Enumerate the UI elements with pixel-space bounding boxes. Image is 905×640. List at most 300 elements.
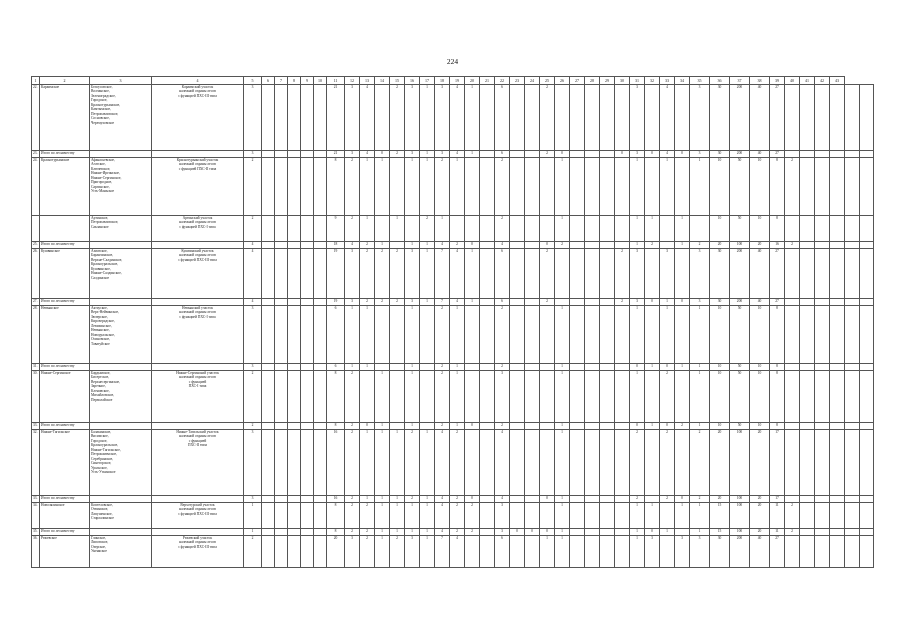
value-cell: 1 [420,85,435,151]
column-number: 12 [345,77,360,85]
value-cell: 2 [345,529,360,536]
value-cell: 2 [660,371,675,423]
column-number: 28 [585,77,600,85]
value-cell [660,216,675,242]
value-cell: 1 [405,306,420,364]
value-cell [815,430,830,496]
value-cell [859,496,874,503]
value-cell [288,496,301,503]
value-cell: 11 [770,529,785,536]
value-cell: 2 [495,158,510,216]
value-cell: 2 [360,242,375,249]
column-number: 29 [600,77,615,85]
value-cell [615,371,630,423]
column-number: 40 [785,77,800,85]
value-cell: 1 [660,306,675,364]
value-cell: 1 [375,529,390,536]
value-cell [830,151,845,158]
column-number: 41 [800,77,815,85]
value-cell: 20 [750,529,770,536]
value-cell: 6 [495,249,510,299]
value-cell [262,306,275,364]
value-cell [262,364,275,371]
value-cell [480,371,495,423]
column-number: 13 [360,77,375,85]
column-number: 42 [815,77,830,85]
value-cell: 1 [420,536,435,568]
value-cell: 1 [345,364,360,371]
value-cell: 0 [465,423,480,430]
protection-unit-cell: Артинский участок належной охраны лесов с функцией ПХС-I типа [152,216,244,242]
value-cell: 2 [360,249,375,299]
value-cell: 1 [645,423,660,430]
value-cell: 0 [375,151,390,158]
value-cell [660,536,675,568]
value-cell [585,85,600,151]
value-cell: 8 [770,306,785,364]
column-number: 10 [314,77,327,85]
value-cell [815,151,830,158]
value-cell: 0 [675,299,690,306]
column-number: 11 [327,77,345,85]
value-cell [570,151,585,158]
value-cell [645,306,660,364]
column-number: 25 [540,77,555,85]
forestry-name-cell: Новолялинское [40,503,90,529]
value-cell: 2 [555,242,570,249]
value-cell [845,529,860,536]
value-cell: 1 [675,364,690,371]
value-cell [275,151,288,158]
forestry-name-cell: Итого по лесничеству [40,529,90,536]
value-cell [815,158,830,216]
district-forestries-cell [90,299,152,306]
value-cell [555,85,570,151]
protection-unit-cell: Кушвинский участок належной охраны лесов с функцией ПХС-III типа [152,249,244,299]
value-cell [510,299,525,306]
protection-unit-cell: Невьянский участок належной охраны лесов с функцией ПХС-I типа [152,306,244,364]
value-cell: 2 [450,529,465,536]
value-cell [785,249,800,299]
row-number-cell: 32. [32,430,40,496]
value-cell [262,503,275,529]
value-cell [615,216,630,242]
value-cell [800,503,815,529]
value-cell [675,158,690,216]
value-cell [540,364,555,371]
value-cell: 0 [645,529,660,536]
value-cell: 200 [730,151,750,158]
value-cell [800,242,815,249]
value-cell: 3 [495,503,510,529]
value-cell [262,496,275,503]
column-number: 35 [690,77,710,85]
value-cell [570,529,585,536]
value-cell: 2 [785,529,800,536]
value-cell [275,496,288,503]
value-cell [859,364,874,371]
value-cell: 2 [435,371,450,423]
value-cell: 30 [710,536,730,568]
value-cell [301,536,314,568]
value-cell [675,306,690,364]
value-cell [615,430,630,496]
value-cell [420,364,435,371]
value-cell: 3 [495,371,510,423]
value-cell: 0 [675,151,690,158]
value-cell [288,299,301,306]
value-cell [690,216,710,242]
value-cell: 0 [645,151,660,158]
value-cell [785,364,800,371]
forestry-name-cell: Итого по лесничеству [40,299,90,306]
value-cell: 1 [555,496,570,503]
value-cell: 8 [770,364,785,371]
value-cell: 3 [645,536,660,568]
value-cell [600,85,615,151]
value-cell [815,364,830,371]
value-cell: 6 [495,536,510,568]
value-cell: 2 [690,242,710,249]
value-cell [830,216,845,242]
value-cell: 3 [405,85,420,151]
value-cell [815,536,830,568]
value-cell [525,242,540,249]
district-forestries-cell [90,151,152,158]
value-cell [815,503,830,529]
value-cell [859,85,874,151]
value-cell: 6 [327,364,345,371]
value-cell: 1 [390,503,405,529]
subtotal-row [32,299,874,306]
value-cell [830,364,845,371]
value-cell [510,503,525,529]
value-cell: 0 [510,529,525,536]
value-cell: 2 [345,371,360,423]
value-cell [800,306,815,364]
value-cell [645,249,660,299]
value-cell [480,249,495,299]
table-row [32,158,874,216]
column-number: 17 [420,77,435,85]
value-cell: 8 [327,503,345,529]
value-cell: 2 [390,536,405,568]
value-cell [600,536,615,568]
value-cell [275,216,288,242]
value-cell [585,306,600,364]
protection-unit-cell [152,423,244,430]
value-cell [815,242,830,249]
value-cell [275,364,288,371]
value-cell: 3 [690,151,710,158]
value-cell [510,364,525,371]
forestry-name-cell: Невьянское [40,306,90,364]
value-cell [570,299,585,306]
value-cell: 3 [244,151,262,158]
value-cell: 1 [690,364,710,371]
value-cell: 100 [730,503,750,529]
value-cell [675,85,690,151]
value-cell: 6 [495,151,510,158]
value-cell: 1 [405,371,420,423]
value-cell [615,242,630,249]
value-cell: 1 [675,503,690,529]
district-forestries-cell: Глинское, Липовское, Озерское, Уненкское [90,536,152,568]
value-cell: 30 [710,85,730,151]
forestry-name-cell: Итого по лесничеству [40,242,90,249]
value-cell: 1 [390,216,405,242]
value-cell: 1 [420,529,435,536]
value-cell [525,306,540,364]
value-cell: 2 [345,496,360,503]
column-number: 3 [90,77,152,85]
value-cell [525,496,540,503]
value-cell: 0 [525,529,540,536]
value-cell [480,306,495,364]
district-forestries-cell [90,242,152,249]
value-cell [859,371,874,423]
value-cell: 19 [327,249,345,299]
value-cell: 3 [435,85,450,151]
value-cell [314,423,327,430]
value-cell: 8 [327,529,345,536]
value-cell [301,423,314,430]
value-cell [465,371,480,423]
value-cell: 2 [450,430,465,496]
value-cell [420,371,435,423]
value-cell [845,306,860,364]
value-cell: 16 [327,430,345,496]
column-number: 8 [288,77,301,85]
value-cell [645,85,660,151]
column-number: 15 [390,77,405,85]
protection-unit-cell [152,242,244,249]
value-cell: 50 [730,423,750,430]
value-cell [262,299,275,306]
value-cell: 3 [630,85,645,151]
column-number-header [32,77,874,85]
value-cell [830,503,845,529]
value-cell: 1 [690,158,710,216]
value-cell [301,496,314,503]
value-cell: 10 [710,364,730,371]
value-cell: 20 [750,496,770,503]
value-cell [800,158,815,216]
value-cell: 10 [710,423,730,430]
value-cell [450,216,465,242]
value-cell [800,151,815,158]
value-cell [615,158,630,216]
value-cell: 3 [660,249,675,299]
value-cell [480,529,495,536]
value-cell [288,306,301,364]
value-cell: 4 [244,242,262,249]
value-cell [859,423,874,430]
value-cell: 10 [710,216,730,242]
value-cell: 1 [420,151,435,158]
row-number-cell: 33. [32,496,40,503]
value-cell [288,85,301,151]
value-cell: 7 [435,249,450,299]
value-cell: 1 [405,158,420,216]
value-cell: 2 [450,242,465,249]
value-cell [525,151,540,158]
value-cell [275,306,288,364]
value-cell: 7 [435,536,450,568]
value-cell [275,299,288,306]
forestry-name-cell: Итого по лесничеству [40,364,90,371]
value-cell: 2 [345,430,360,496]
value-cell [314,430,327,496]
value-cell [585,299,600,306]
value-cell: 1 [630,529,645,536]
value-cell [845,242,860,249]
value-cell: 1 [420,242,435,249]
value-cell: 2 [785,242,800,249]
value-cell: 3 [435,151,450,158]
value-cell: 1 [555,423,570,430]
value-cell: 1 [360,364,375,371]
value-cell [275,371,288,423]
value-cell: 3 [405,151,420,158]
value-cell [420,423,435,430]
district-forestries-cell: Афанасьевское, Агатское, Ключевское, Нижне-Иргинское, Нижне-Сергинское, Пригородное, Саргинское, Усть-Маньское [90,158,152,216]
value-cell: 50 [730,158,750,216]
column-number: 43 [830,77,845,85]
column-number: 36 [710,77,730,85]
value-cell [675,529,690,536]
value-cell: 9 [327,216,345,242]
value-cell [480,364,495,371]
value-cell [288,423,301,430]
column-number: 34 [675,77,690,85]
value-cell: 0 [675,496,690,503]
value-cell [288,158,301,216]
value-cell: 3 [630,151,645,158]
value-cell: 1 [405,423,420,430]
value-cell: 1 [660,529,675,536]
value-cell [275,529,288,536]
value-cell [510,496,525,503]
value-cell: 2 [435,364,450,371]
value-cell: 1 [555,536,570,568]
value-cell: 4 [345,242,360,249]
value-cell: 0 [630,364,645,371]
value-cell [510,306,525,364]
value-cell: 1 [465,299,480,306]
value-cell: 1 [555,529,570,536]
value-cell [510,430,525,496]
value-cell [465,536,480,568]
value-cell [800,299,815,306]
value-cell [390,364,405,371]
value-cell [815,423,830,430]
value-cell: 2 [645,242,660,249]
value-cell [288,249,301,299]
district-forestries-cell: Артинское, Петропавловское, Сакланское [90,216,152,242]
value-cell: 40 [750,249,770,299]
value-cell [675,371,690,423]
value-cell [845,536,860,568]
value-cell [859,503,874,529]
value-cell [600,216,615,242]
value-cell: 2 [390,299,405,306]
value-cell [288,364,301,371]
value-cell: 1 [690,529,710,536]
value-cell: 2 [345,423,360,430]
value-cell: 1 [420,430,435,496]
value-cell: 1 [244,503,262,529]
value-cell: 15 [710,503,730,529]
column-number: 26 [555,77,570,85]
value-cell: 1 [360,306,375,364]
value-cell [859,158,874,216]
value-cell: 50 [730,306,750,364]
value-cell: 1 [465,249,480,299]
column-number: 9 [301,77,314,85]
value-cell: 1 [630,216,645,242]
value-cell: 1 [465,151,480,158]
value-cell [859,299,874,306]
value-cell [540,306,555,364]
value-cell [845,85,860,151]
value-cell [275,242,288,249]
column-number: 39 [770,77,785,85]
value-cell [815,529,830,536]
value-cell: 40 [750,85,770,151]
value-cell: 1 [630,306,645,364]
value-cell [800,249,815,299]
value-cell: 8 [327,371,345,423]
value-cell: 2 [244,423,262,430]
protection-unit-cell: Нижне-Тагильский участок належной охраны лесов с функцией ПХС-II типа [152,430,244,496]
table-row [32,430,874,496]
value-cell [301,306,314,364]
value-cell: 16 [327,496,345,503]
value-cell [570,430,585,496]
value-cell: 2 [435,158,450,216]
value-cell: 4 [435,430,450,496]
column-number: 31 [630,77,645,85]
value-cell [480,496,495,503]
value-cell [645,430,660,496]
table-row [32,306,874,364]
value-cell [785,423,800,430]
forestry-name-cell: Кушвинское [40,249,90,299]
value-cell [600,423,615,430]
value-cell: 3 [690,85,710,151]
value-cell: 4 [450,299,465,306]
value-cell: 3 [345,85,360,151]
value-cell: 2 [244,158,262,216]
value-cell [845,151,860,158]
table-row [32,249,874,299]
forest-protection-table [31,76,874,568]
protection-unit-cell [152,496,244,503]
value-cell: 1 [645,216,660,242]
value-cell: 40 [750,536,770,568]
value-cell [405,216,420,242]
value-cell [288,430,301,496]
protection-unit-cell: Верхотурский участок належной охраны лесов с функцией ПХС-III типа [152,503,244,529]
value-cell: 0 [615,151,630,158]
value-cell [525,299,540,306]
table-row [32,85,874,151]
value-cell [830,430,845,496]
value-cell [288,503,301,529]
value-cell [465,306,480,364]
value-cell [262,423,275,430]
